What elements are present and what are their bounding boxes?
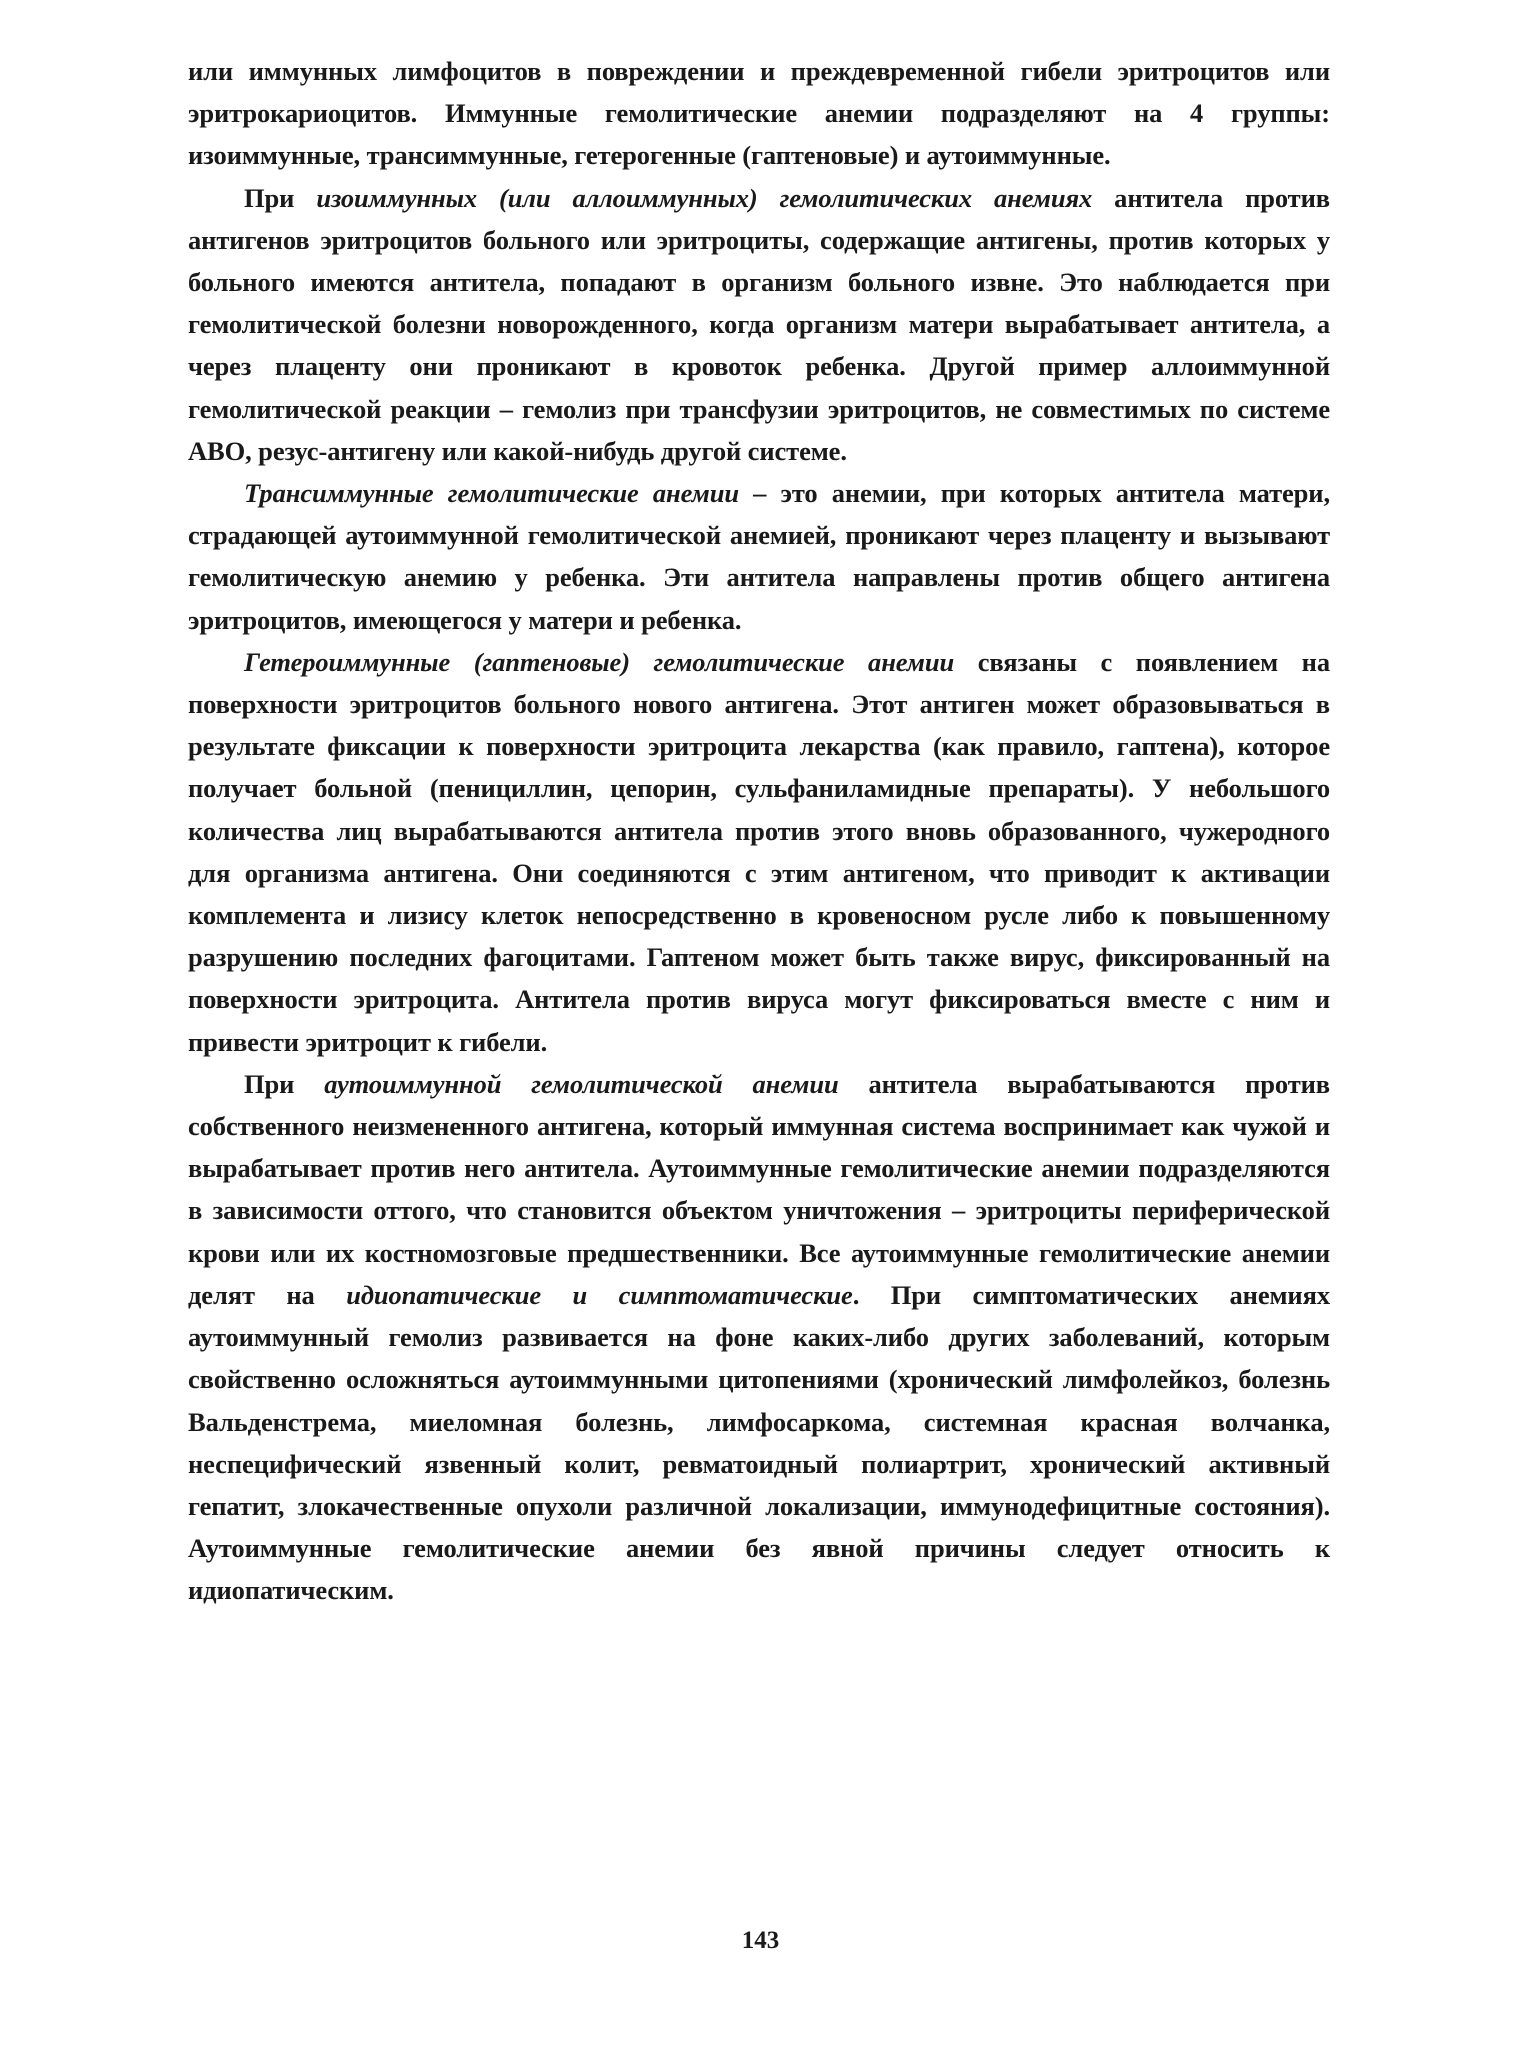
paragraph [188,472,1330,641]
text-run: связаны с появлением на поверхности эритроцитов больного нового антигена. Этот антиген может образовываться в результате фиксации к поверхности эритроцита лекарства (как правило, гаптена), которое получает больной (пенициллин, цепорин, сульфаниламидные препараты). У небольшого количества лиц вырабатываются антитела против этого вновь образованного, чужеродного для организма антигена. Они соединяются с этим антигеном, что приводит к активации комплемента и лизису клеток непосредственно в кровеносном русле либо к повышенному разрушению последних фагоцитами. Гаптеном может быть также вирус, фиксированный на поверхности эритроцита. Антитела против вируса могут фиксироваться вместе с ним и привести эритроцит к гибели. [188,646,1330,1057]
paragraph [188,177,1330,472]
paragraph [188,1063,1330,1612]
italic-term: идиопатические и симптоматические [346,1279,853,1310]
text-run: При [244,1068,325,1099]
text-run: . При симптоматических анемиях аутоиммунный гемолиз развивается на фоне каких-либо других заболеваний, которым свойственно осложняться аутоиммунными цитопениями (хронический лимфолейкоз, болезнь Вальденстрема, миеломная болезнь, лимфосаркома, системная красная волчанка, неспецифический язвенный колит, ревматоидный полиартрит, хронический активный гепатит, злокачественные опухоли различной локализации, иммунодефицитные состояния). Аутоиммунные гемолитические анемии без явной причины следует относить к идиопатическим. [188,1279,1330,1606]
text-run: или иммунных лимфоцитов в повреждении и преждевременной гибели эритроцитов или эритрокариоцитов. Иммунные гемолитические анемии подразделяют на 4 группы: изоиммунные, трансиммунные, гетерогенные (гаптеновые) и аутоиммунные. [188,56,1330,171]
italic-term: Трансиммунные гемолитические анемии [244,478,739,509]
page-number: 143 [741,1927,780,1954]
text-run: антитела вырабатываются против собственного неизмененного антигена, который иммунная система воспринимает как чужой и вырабатывает против него антитела. Аутоиммунные гемолитические анемии подразделяются в зависимости оттого, что становится объектом уничтожения – эритроциты периферической крови или их костномозговые предшественники. Все аутоиммунные гемолитические анемии делят на [188,1068,1330,1310]
text-run: – это анемии, при которых антитела матери, страдающей аутоиммунной гемолитической анемией, проникают через плаценту и вызывают гемолитическую анемию у ребенка. Эти антитела направлены против общего антигена эритроцитов, имеющегося у матери и ребенка. [188,478,1330,635]
italic-term: аутоиммунной гемолитической анемии [324,1068,839,1099]
body-text [188,50,1330,1612]
paragraph [188,50,1330,177]
text-run: При [244,182,317,213]
text-run: антитела против антигенов эритроцитов больного или эритроциты, содержащие антигены, против которых у больного имеются антитела, попадают в организм больного извне. Это наблюдается при гемолитической болезни новорожденного, когда организм матери вырабатывает антитела, а через плаценту они проникают в кровоток ребенка. Другой пример аллоиммунной гемолитической реакции – гемолиз при трансфузии эритроцитов, не совместимых по системе АВО, резус-антигену или какой-нибудь другой системе. [188,182,1330,466]
italic-term: Гетероиммунные (гаптеновые) гемолитические анемии [244,646,955,677]
paragraph [188,641,1330,1063]
italic-term: изоиммунных (или аллоиммунных) гемолитических анемиях [316,182,1093,213]
